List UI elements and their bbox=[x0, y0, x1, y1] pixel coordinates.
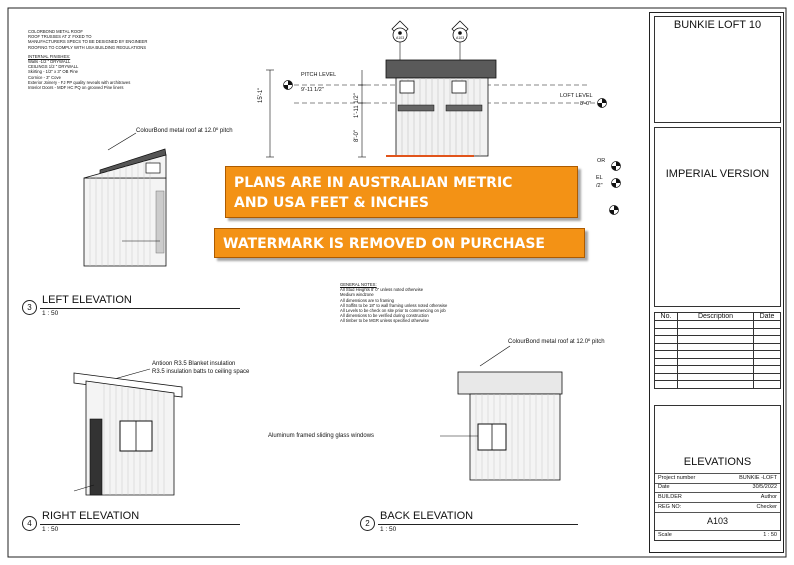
general-note: All Stud Heights 8' 0" unless noted otherwise bbox=[340, 287, 424, 293]
rev-row bbox=[655, 381, 781, 389]
dim-overall: 15'-1" bbox=[258, 87, 264, 103]
view-title-right: RIGHT ELEVATION bbox=[42, 510, 140, 522]
sheet-number: A103 bbox=[706, 516, 729, 526]
insulation-note-2: R3.5 insulation batts to ceiling space bbox=[152, 369, 250, 375]
info-value: Author bbox=[760, 494, 777, 500]
spec-notes bbox=[28, 29, 188, 90]
general-note: Medium windzone bbox=[340, 292, 374, 298]
general-notes bbox=[340, 282, 490, 324]
general-note: All dimensions to be verified during construction bbox=[340, 313, 429, 319]
rev-row bbox=[655, 366, 781, 374]
finish-line: CEILINGS 1/2 " DRYWALL bbox=[28, 64, 79, 70]
view-title-left: LEFT ELEVATION bbox=[42, 294, 132, 306]
left-elevation-drawing bbox=[60, 125, 230, 285]
version-cell bbox=[654, 127, 781, 307]
pitch-level-marker bbox=[284, 81, 293, 90]
general-note: All timber to be MGR unless specified otherwise bbox=[340, 318, 429, 324]
title-block bbox=[649, 12, 784, 553]
marker-a-label: A103 bbox=[396, 36, 405, 40]
left-roof-note: ColourBond metal roof at 12.0º pitch bbox=[136, 128, 233, 134]
front-elevation-building bbox=[386, 60, 496, 156]
finish-line: Skirting - 1/2" x 3" OB Pine bbox=[28, 69, 78, 75]
units-banner bbox=[225, 166, 578, 218]
level-fragment: OR bbox=[597, 158, 606, 164]
info-value: BUNKIE -LOFT bbox=[739, 475, 777, 481]
view-title-underline bbox=[40, 308, 240, 309]
rev-row bbox=[655, 358, 781, 366]
dim-lower: 8'-0" bbox=[354, 130, 360, 142]
rev-row bbox=[655, 351, 781, 359]
section-marker-b bbox=[452, 21, 468, 63]
sheet-info-cell bbox=[654, 405, 781, 541]
general-note: All Levels to be check on site prior to commencing on job bbox=[340, 308, 446, 314]
info-key: BUILDER bbox=[658, 494, 682, 500]
finish-line: Exterior Joinery - FJ PP quality reveals with architraves bbox=[28, 79, 131, 85]
rev-row bbox=[655, 343, 781, 351]
view-number-back: 2 bbox=[360, 516, 375, 531]
units-banner-line2: AND USA FEET & INCHES bbox=[234, 195, 429, 211]
version-label: IMPERIAL VERSION bbox=[665, 168, 770, 180]
view-number-left: 3 bbox=[22, 300, 37, 315]
rev-row bbox=[655, 321, 781, 329]
loft-level-label: LOFT LEVEL bbox=[560, 93, 593, 99]
general-note: All dimensions are to framing bbox=[340, 297, 394, 303]
info-key: REG NO: bbox=[658, 504, 682, 510]
rev-row bbox=[655, 336, 781, 344]
scale-value: 1 : 50 bbox=[763, 532, 777, 538]
view-scale-left: 1 : 50 bbox=[42, 310, 59, 317]
revision-table bbox=[654, 312, 781, 389]
back-elevation-drawing bbox=[440, 340, 600, 500]
view-scale-right: 1 : 50 bbox=[42, 526, 59, 533]
units-banner-line1: PLANS ARE IN AUSTRALIAN METRIC bbox=[234, 175, 513, 191]
loft-level-value: 8'-0" bbox=[580, 101, 591, 107]
finish-line: Interior Doors - MDF HC PQ on grooved Pine liners bbox=[28, 85, 124, 91]
view-title-underline bbox=[40, 524, 240, 525]
info-row bbox=[655, 483, 780, 493]
back-window-note: Aluminum framed sliding glass windows bbox=[268, 433, 375, 439]
back-roof-note: ColourBond metal roof at 12.0º pitch bbox=[508, 339, 605, 345]
insulation-note-1: Antioon R3.5 Blanket insulation bbox=[152, 361, 236, 367]
project-title-cell bbox=[654, 16, 781, 123]
view-number-right: 4 bbox=[22, 516, 37, 531]
sheet-name: ELEVATIONS bbox=[683, 456, 752, 468]
right-level-markers bbox=[598, 152, 628, 222]
info-value: Checker bbox=[756, 504, 777, 510]
scale-row bbox=[655, 530, 780, 540]
general-notes-heading: GENERAL NOTES: bbox=[340, 282, 377, 287]
finish-line: Cornice - 3" Cove bbox=[28, 74, 61, 80]
finish-line: Walls -1/2 " DRYWALL bbox=[28, 59, 71, 65]
rev-row bbox=[655, 328, 781, 336]
dim-upper: 1'-11 1/2" bbox=[354, 93, 360, 118]
level-fragment: /2" bbox=[596, 183, 603, 189]
rev-header-date: Date bbox=[754, 313, 781, 321]
scale-label: Scale bbox=[658, 532, 672, 538]
rev-header-description: Description bbox=[678, 313, 754, 321]
rev-row bbox=[655, 373, 781, 381]
section-marker-a bbox=[392, 21, 408, 63]
view-title-back: BACK ELEVATION bbox=[380, 510, 474, 522]
spec-line: ROOF TRUSSES AT 2' FIXED TO bbox=[28, 34, 92, 40]
right-elevation-drawing bbox=[60, 355, 220, 515]
rev-header-no: No. bbox=[655, 313, 678, 321]
watermark-banner bbox=[214, 228, 585, 258]
general-note: All Soffits to be 18" to wall framing unless noted otherwise bbox=[340, 302, 448, 308]
watermark-banner-text: WATERMARK IS REMOVED ON PURCHASE bbox=[223, 236, 545, 252]
spec-line: MANUFACTURERS SPECS TO BE DESIGNED BY ENGINEER bbox=[28, 39, 148, 45]
view-scale-back: 1 : 50 bbox=[380, 526, 397, 533]
level-fragment: EL bbox=[596, 175, 603, 181]
info-row bbox=[655, 503, 780, 513]
finishes-heading: INTERNAL FINISHES: bbox=[28, 53, 71, 59]
marker-b-label: A103 bbox=[456, 36, 465, 40]
pitch-level-label: PITCH LEVEL bbox=[301, 72, 337, 78]
info-value: 30/5/2022 bbox=[752, 484, 777, 490]
info-key: Project number bbox=[658, 475, 696, 481]
info-row bbox=[655, 493, 780, 503]
spec-line: COLORBOND METAL ROOF bbox=[28, 29, 83, 34]
spec-line: ROOFING TO COMPLY WITH USA BUILDING REGULATIONS bbox=[28, 44, 147, 50]
project-title: BUNKIE LOFT 10 bbox=[673, 19, 762, 31]
view-title-underline bbox=[378, 524, 578, 525]
pitch-level-value: 9'-11 1/2" bbox=[301, 87, 324, 93]
info-key: Date bbox=[658, 484, 670, 490]
loft-level-marker bbox=[598, 99, 607, 108]
